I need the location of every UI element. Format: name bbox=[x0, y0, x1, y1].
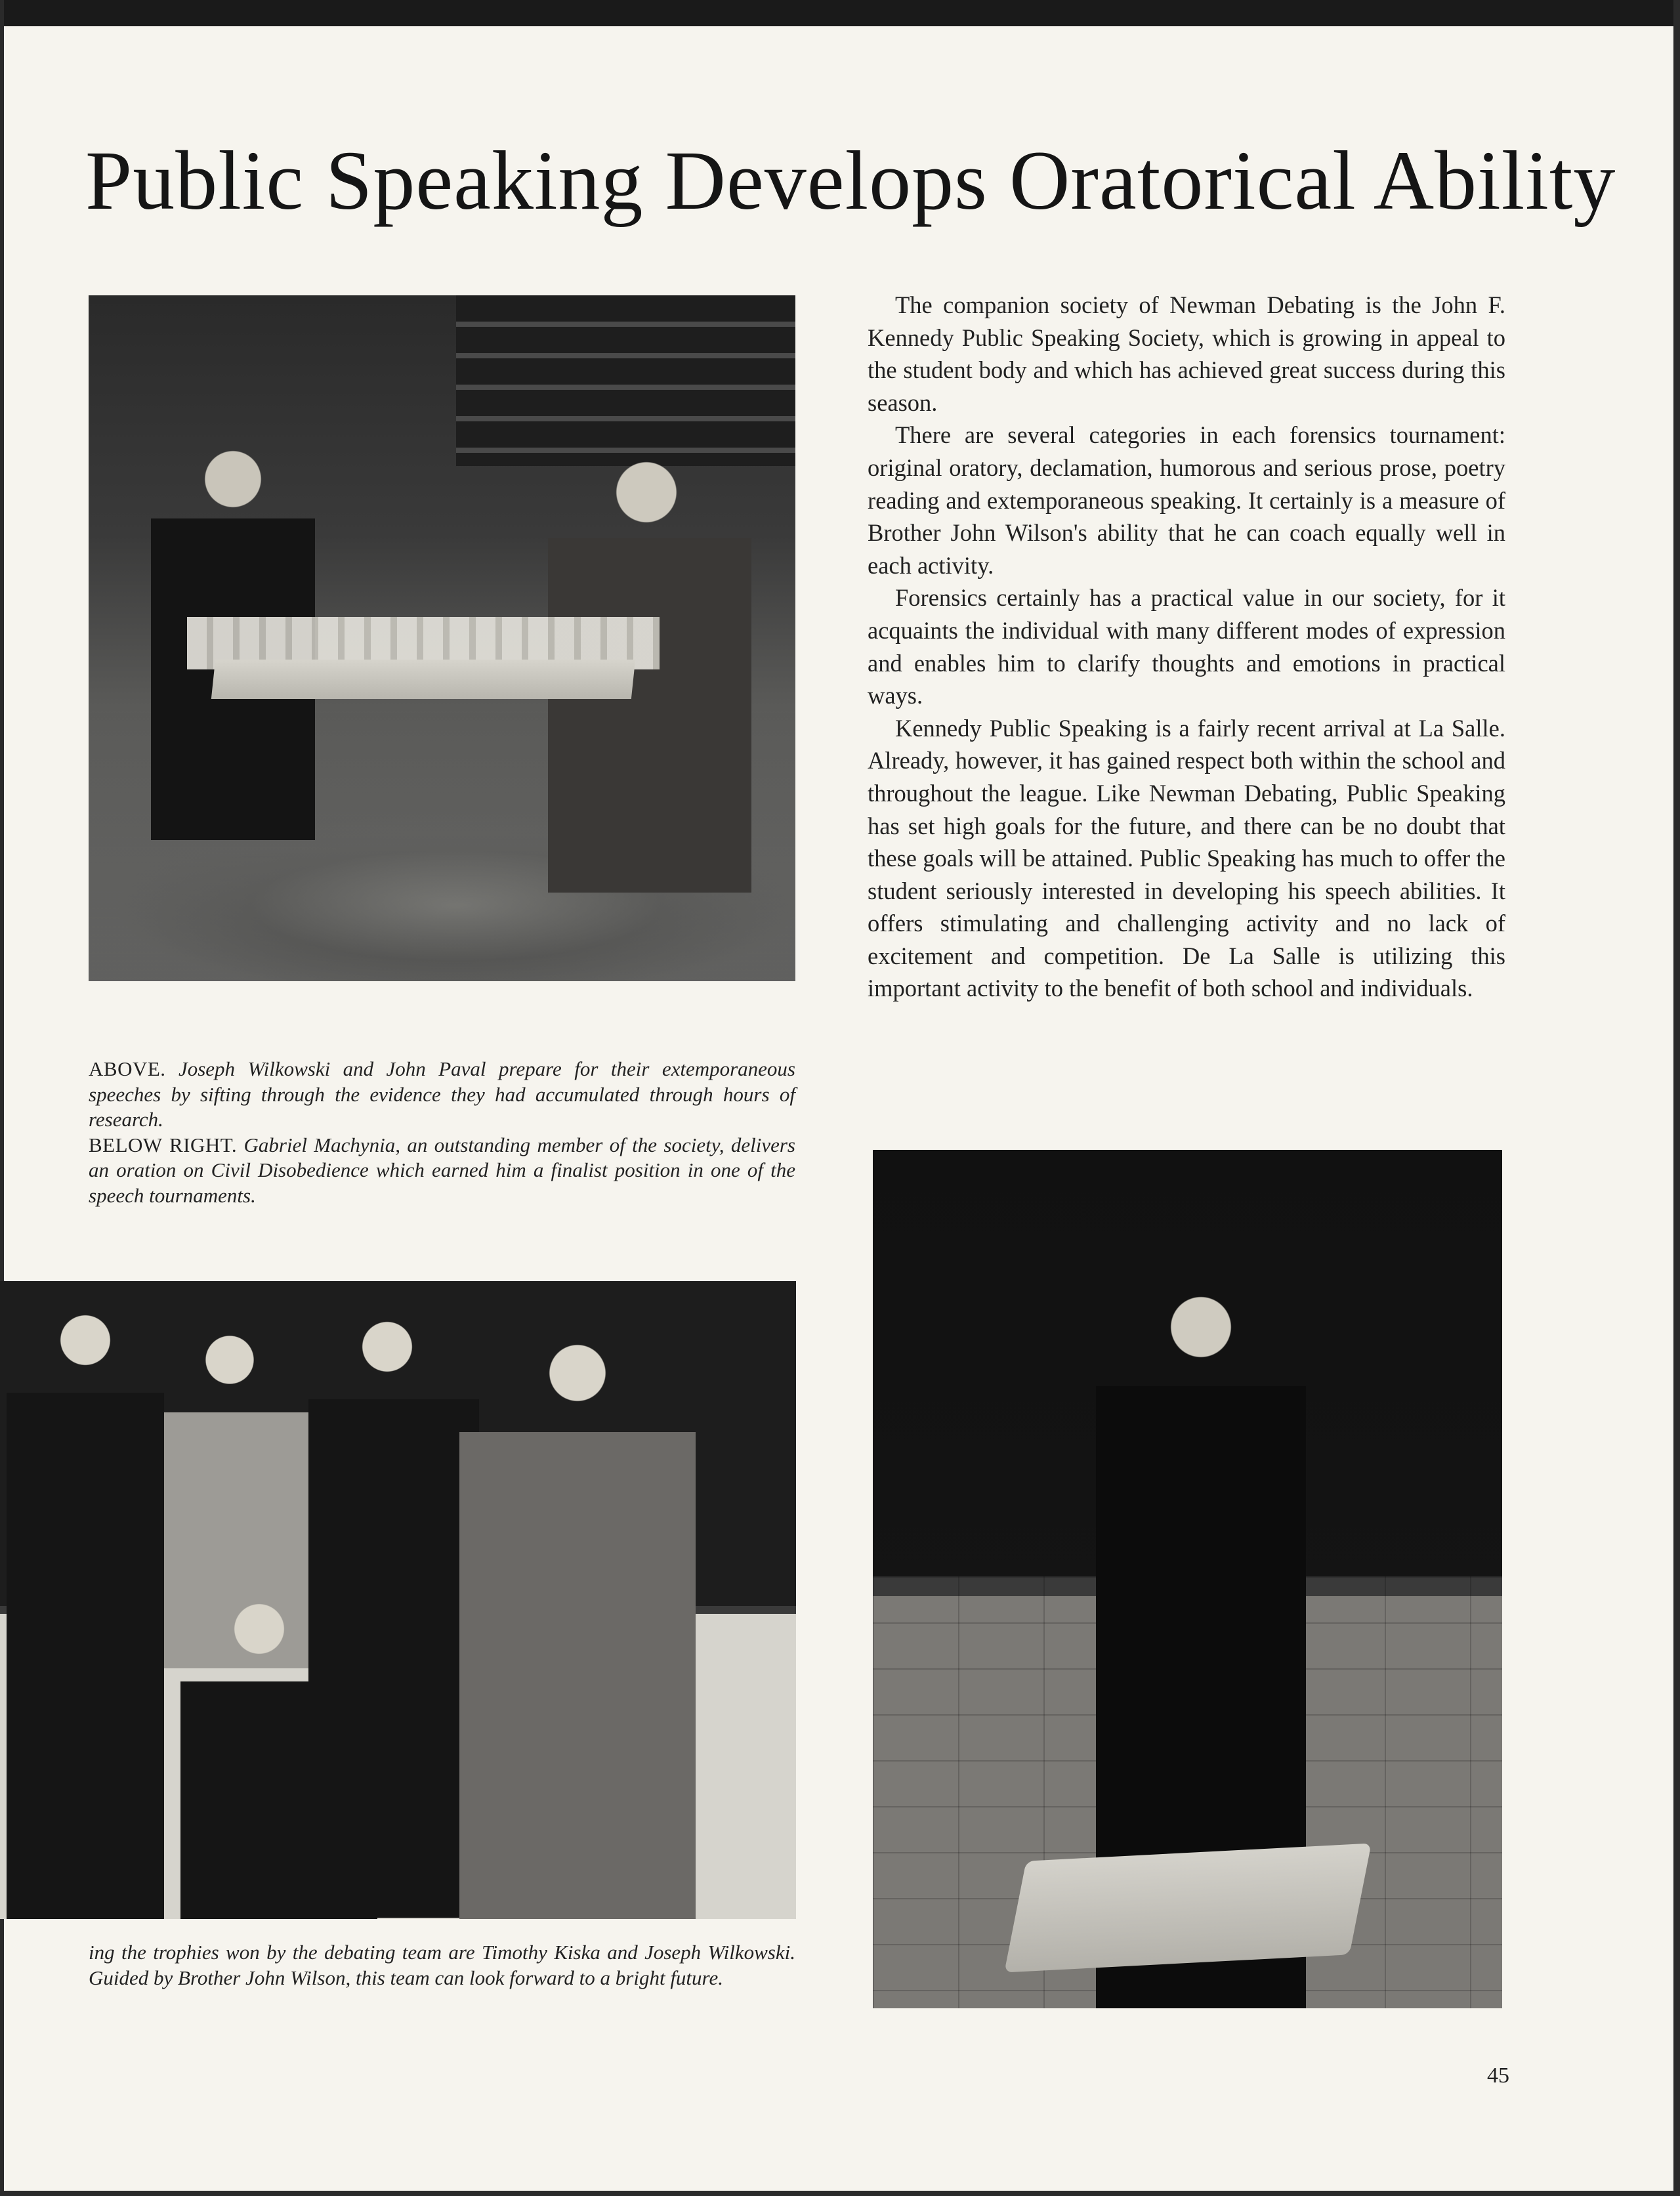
photo-caption-bottom: ing the trophies won by the debating team are Timothy Kiska and Joseph Wilkowski. Guided by Brother John Wilson, this team can look forward to a bright future. bbox=[89, 1941, 795, 1989]
caption-below-label: BELOW RIGHT. bbox=[89, 1133, 238, 1156]
scan-border-top bbox=[0, 0, 1680, 26]
photo-caption-top bbox=[89, 1057, 795, 1208]
body-paragraph: Kennedy Public Speaking is a fairly recent arrival at La Salle. Already, however, it has gained respect both within the school and throughout the league. Like Newman Debating, Public Speaking has set high goals for the future, and there can be no doubt that these goals will be attained. Public Speaking has much to offer the student seriously interested in developing his speech abilities. It offers stimulating and challenging activity and no lack of excitement and competition. De La Salle is utilizing this important activity to the benefit of both school and individuals. bbox=[868, 714, 1505, 1002]
caption-below bbox=[89, 1133, 795, 1209]
body-paragraph: Forensics certainly has a practical value in our society, for it acquaints the individual with many different modes of expression and enables him to clarify thoughts and emotions in practical ways. bbox=[868, 584, 1505, 709]
page-number: 45 bbox=[1487, 2063, 1509, 2088]
body-paragraph: There are several categories in each forensics tournament: original oratory, declamation, humorous and serious prose, poetry reading and extemporaneous speaking. It certainly is a measure of Brother John Wilson's ability that he can coach equally well in each activity. bbox=[868, 421, 1505, 579]
photo-debating-team bbox=[0, 1281, 796, 1919]
photo-figure bbox=[459, 1307, 696, 1919]
photo-desk bbox=[1004, 1844, 1372, 1973]
photo-speaker-oration bbox=[873, 1150, 1502, 2008]
body-paragraph: The companion society of Newman Debating is the John F. Kennedy Public Speaking Society, which is growing in appeal to the student body and which has achieved great success during this season. bbox=[868, 291, 1505, 416]
caption-above bbox=[89, 1057, 795, 1133]
caption-above-label: ABOVE. bbox=[89, 1057, 166, 1080]
photo-students-at-table bbox=[89, 295, 795, 981]
scan-border-bottom bbox=[0, 2191, 1680, 2196]
scan-border-right bbox=[1673, 0, 1680, 2196]
article-body bbox=[868, 289, 1505, 1005]
photo-table bbox=[211, 660, 635, 699]
photo-figure bbox=[7, 1281, 164, 1919]
caption-above-text: Joseph Wilkowski and John Paval prepare for their extemporaneous speeches by sifting through the evidence they had accumulated through hours of research. bbox=[89, 1057, 795, 1131]
caption-below-text: Gabriel Machynia, an outstanding member of the society, delivers an oration on Civil Disobedience which earned him a finalist position in one of the speech tournaments. bbox=[89, 1133, 796, 1207]
photo-figure-with-trophy bbox=[180, 1570, 377, 1919]
page-title: Public Speaking Develops Oratorical Ability bbox=[85, 134, 1616, 227]
